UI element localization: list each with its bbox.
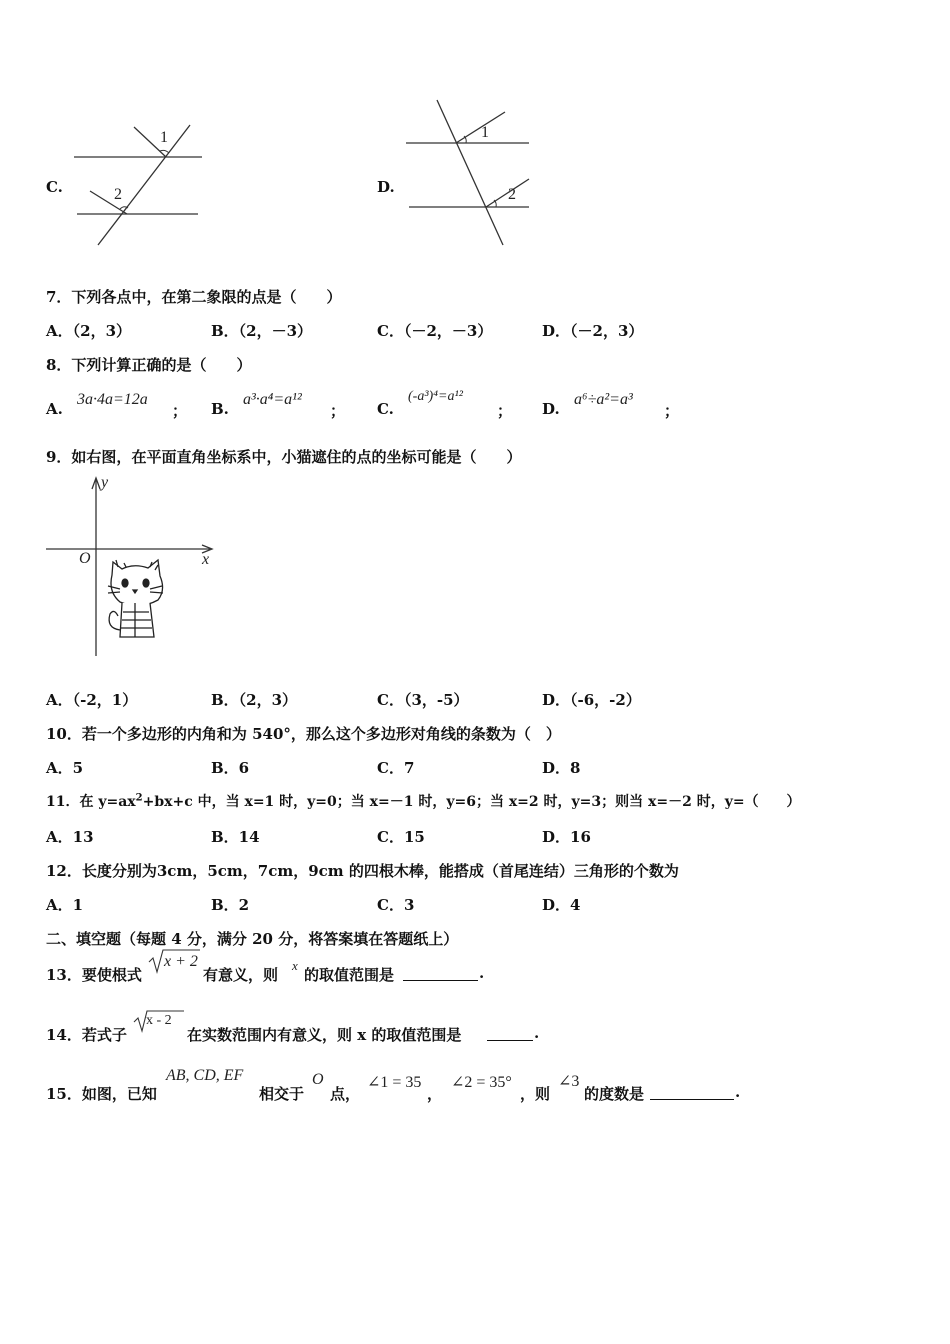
q13-var: x <box>292 958 298 973</box>
q11-stem-post: +bx+c 中，当 x=1 时，y=0；当 x=－1 时，y=6；当 x=2 时，y=3；则当 x=－2 时，y=（ ） <box>142 794 801 810</box>
q9-axis-x-label: x <box>202 551 210 568</box>
q12-option-d[interactable]: D．4 <box>542 896 581 914</box>
q15-angle2: ∠2 = 35° <box>451 1074 512 1091</box>
q10-option-b[interactable]: B．6 <box>211 759 250 777</box>
q6-option-c-label[interactable]: C. <box>46 178 63 196</box>
q9-stem: 9．如右图，在平面直角坐标系中，小猫遮住的点的坐标可能是（ ） <box>46 448 522 466</box>
q10-option-a[interactable]: A．5 <box>46 759 84 777</box>
q8-option-b-label[interactable]: B. <box>211 400 229 418</box>
q10-option-d[interactable]: D．8 <box>542 759 581 777</box>
q8-option-c-expr: (-a³)⁴=a¹² <box>408 389 463 404</box>
q8-stem: 8．下列计算正确的是（ ） <box>46 356 252 374</box>
q12-option-b[interactable]: B．2 <box>211 896 250 914</box>
q10-stem: 10．若一个多边形的内角和为 540°，那么这个多边形对角线的条数为（ ） <box>46 725 561 743</box>
q8-option-d-label[interactable]: D. <box>542 400 560 418</box>
q14-post: 在实数范围内有意义，则 x 的取值范围是 <box>187 1026 462 1044</box>
q9-axis-y-label: y <box>101 474 109 491</box>
q15-angle3: ∠3 <box>558 1073 580 1090</box>
q8-option-b-sep: ； <box>330 402 346 420</box>
q14-pre: 14．若式子 <box>46 1026 127 1044</box>
q9-option-d[interactable]: D．（-6，-2） <box>542 691 641 709</box>
q15-angle1: ∠1 = 35 <box>367 1074 422 1091</box>
q13-post: 的取值范围是 <box>304 966 395 984</box>
q8-option-c-sep: ； <box>497 402 513 420</box>
q9-origin-label: O <box>79 550 91 567</box>
q14-end: . <box>534 1024 540 1042</box>
q9-option-b[interactable]: B．（2，3） <box>211 691 298 709</box>
q15-mid3: ，则 <box>520 1085 551 1103</box>
q13-end: . <box>479 964 485 982</box>
q15-mid1: 相交于 <box>259 1085 305 1103</box>
q13-radicand: x + 2 <box>164 953 198 970</box>
q11-stem-pre: 11．在 y=ax <box>46 794 136 810</box>
q15-point: O <box>312 1071 324 1088</box>
q8-option-c-label[interactable]: C. <box>377 400 394 418</box>
q6-c-angle-1-label: 1 <box>160 129 168 146</box>
q9-option-a[interactable]: A．（-2，1） <box>46 691 138 709</box>
q12-stem: 12．长度分别为3cm，5cm，7cm，9cm 的四根木棒，能搭成（首尾连结）三角形的个数为 <box>46 862 679 880</box>
q8-option-d-sep: ； <box>664 402 680 420</box>
q8-option-a-label[interactable]: A. <box>46 400 63 418</box>
q15-answer-blank[interactable] <box>650 1085 734 1100</box>
q9-option-c[interactable]: C．（3，-5） <box>377 691 469 709</box>
q12-option-c[interactable]: C．3 <box>377 896 415 914</box>
q15-post: 的度数是 <box>584 1085 645 1103</box>
q14-radicand: x - 2 <box>146 1013 172 1028</box>
q15-lines: AB, CD, EF <box>166 1067 244 1084</box>
q6-c-angle-2-label: 2 <box>114 186 122 203</box>
q15-mid2: 点， <box>330 1085 361 1103</box>
q12-option-a[interactable]: A．1 <box>46 896 84 914</box>
q11-option-c[interactable]: C．15 <box>377 828 425 846</box>
q7-option-c[interactable]: C．（－2，－3） <box>377 322 493 340</box>
q8-option-b-expr: a³·a⁴=a¹² <box>243 391 302 408</box>
q11-stem-sup: 2 <box>135 792 143 804</box>
q15-end: . <box>735 1083 741 1101</box>
q8-option-a-expr: 3a·4a=12a <box>77 391 148 408</box>
q14-answer-blank[interactable] <box>487 1026 533 1041</box>
q11-option-a[interactable]: A．13 <box>46 828 94 846</box>
q11-option-b[interactable]: B．14 <box>211 828 260 846</box>
q6-d-angle-2-label: 2 <box>508 186 516 203</box>
q10-option-c[interactable]: C．7 <box>377 759 415 777</box>
q7-option-b[interactable]: B．（2，－3） <box>211 322 313 340</box>
section-2-heading: 二、填空题（每题 4 分，满分 20 分，将答案填在答题纸上） <box>46 930 459 948</box>
q7-stem: 7．下列各点中，在第二象限的点是（ ） <box>46 288 342 306</box>
q15-comma: ， <box>427 1085 443 1103</box>
q8-option-d-expr: a⁶÷a²=a³ <box>574 391 633 408</box>
q8-option-a-sep: ； <box>172 402 188 420</box>
q11-option-d[interactable]: D．16 <box>542 828 591 846</box>
q6-d-angle-1-label: 1 <box>481 124 489 141</box>
q7-option-a[interactable]: A．（2，3） <box>46 322 132 340</box>
q15-pre: 15．如图，已知 <box>46 1085 157 1103</box>
q13-pre: 13．要使根式 <box>46 966 142 984</box>
q6-option-d-label[interactable]: D. <box>377 178 395 196</box>
q13-mid: 有意义，则 <box>203 966 279 984</box>
q7-option-d[interactable]: D．（－2，3） <box>542 322 644 340</box>
